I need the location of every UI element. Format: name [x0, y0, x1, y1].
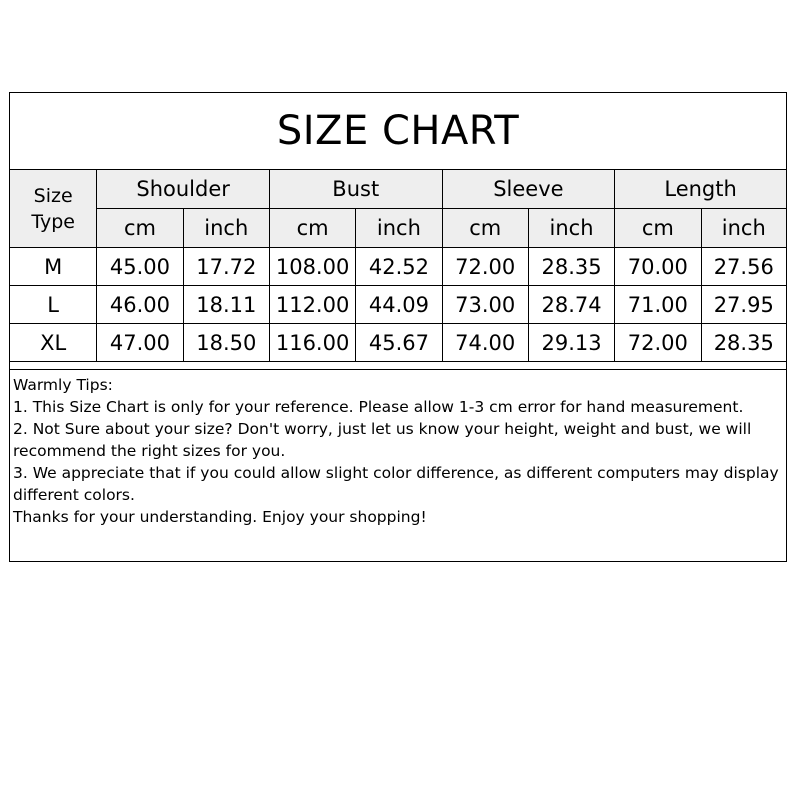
value-cell: 72.00: [442, 248, 528, 286]
table-row: [10, 324, 787, 362]
group-header-bust: Bust: [269, 170, 442, 209]
value-cell: 29.13: [528, 324, 614, 362]
value-cell: 18.50: [183, 324, 269, 362]
tip-line: 2. Not Sure about your size? Don't worry, just let us know your height, weight and bust, we will recommend the right sizes for you.: [13, 420, 752, 460]
size-chart-sheet: [9, 92, 787, 562]
size-type-header: [10, 170, 97, 248]
chart-title: SIZE CHART: [10, 93, 787, 170]
unit-header: cm: [615, 209, 701, 248]
unit-header: inch: [183, 209, 269, 248]
size-type-label-line2: Type: [31, 210, 75, 233]
value-cell: 17.72: [183, 248, 269, 286]
value-cell: 112.00: [269, 286, 355, 324]
table-row: [10, 286, 787, 324]
group-header-shoulder: Shoulder: [97, 170, 270, 209]
group-header-length: Length: [615, 170, 787, 209]
table-row: [10, 248, 787, 286]
value-cell: 72.00: [615, 324, 701, 362]
tips-heading: Warmly Tips:: [13, 376, 113, 394]
value-cell: 71.00: [615, 286, 701, 324]
value-cell: 70.00: [615, 248, 701, 286]
value-cell: 45.00: [97, 248, 183, 286]
value-cell: 18.11: [183, 286, 269, 324]
tip-line: 3. We appreciate that if you could allow slight color difference, as different computers may display different colors.: [13, 464, 779, 504]
unit-header: cm: [442, 209, 528, 248]
unit-header: inch: [528, 209, 614, 248]
tips-section: [10, 370, 786, 528]
value-cell: 47.00: [97, 324, 183, 362]
value-cell: 42.52: [356, 248, 442, 286]
value-cell: 74.00: [442, 324, 528, 362]
value-cell: 44.09: [356, 286, 442, 324]
size-cell: XL: [10, 324, 97, 362]
value-cell: 28.35: [528, 248, 614, 286]
size-cell: M: [10, 248, 97, 286]
value-cell: 28.74: [528, 286, 614, 324]
tip-line: Thanks for your understanding. Enjoy your shopping!: [13, 508, 427, 526]
size-table: [9, 92, 787, 370]
value-cell: 28.35: [701, 324, 787, 362]
value-cell: 27.95: [701, 286, 787, 324]
table-divider: [10, 362, 787, 370]
group-header-sleeve: Sleeve: [442, 170, 615, 209]
value-cell: 27.56: [701, 248, 787, 286]
unit-header: inch: [356, 209, 442, 248]
value-cell: 46.00: [97, 286, 183, 324]
unit-header: cm: [97, 209, 183, 248]
size-cell: L: [10, 286, 97, 324]
size-type-label-line1: Size: [33, 184, 73, 207]
tip-line: 1. This Size Chart is only for your reference. Please allow 1-3 cm error for hand measurement.: [13, 398, 744, 416]
value-cell: 73.00: [442, 286, 528, 324]
value-cell: 108.00: [269, 248, 355, 286]
unit-header: inch: [701, 209, 787, 248]
value-cell: 45.67: [356, 324, 442, 362]
value-cell: 116.00: [269, 324, 355, 362]
unit-header: cm: [269, 209, 355, 248]
